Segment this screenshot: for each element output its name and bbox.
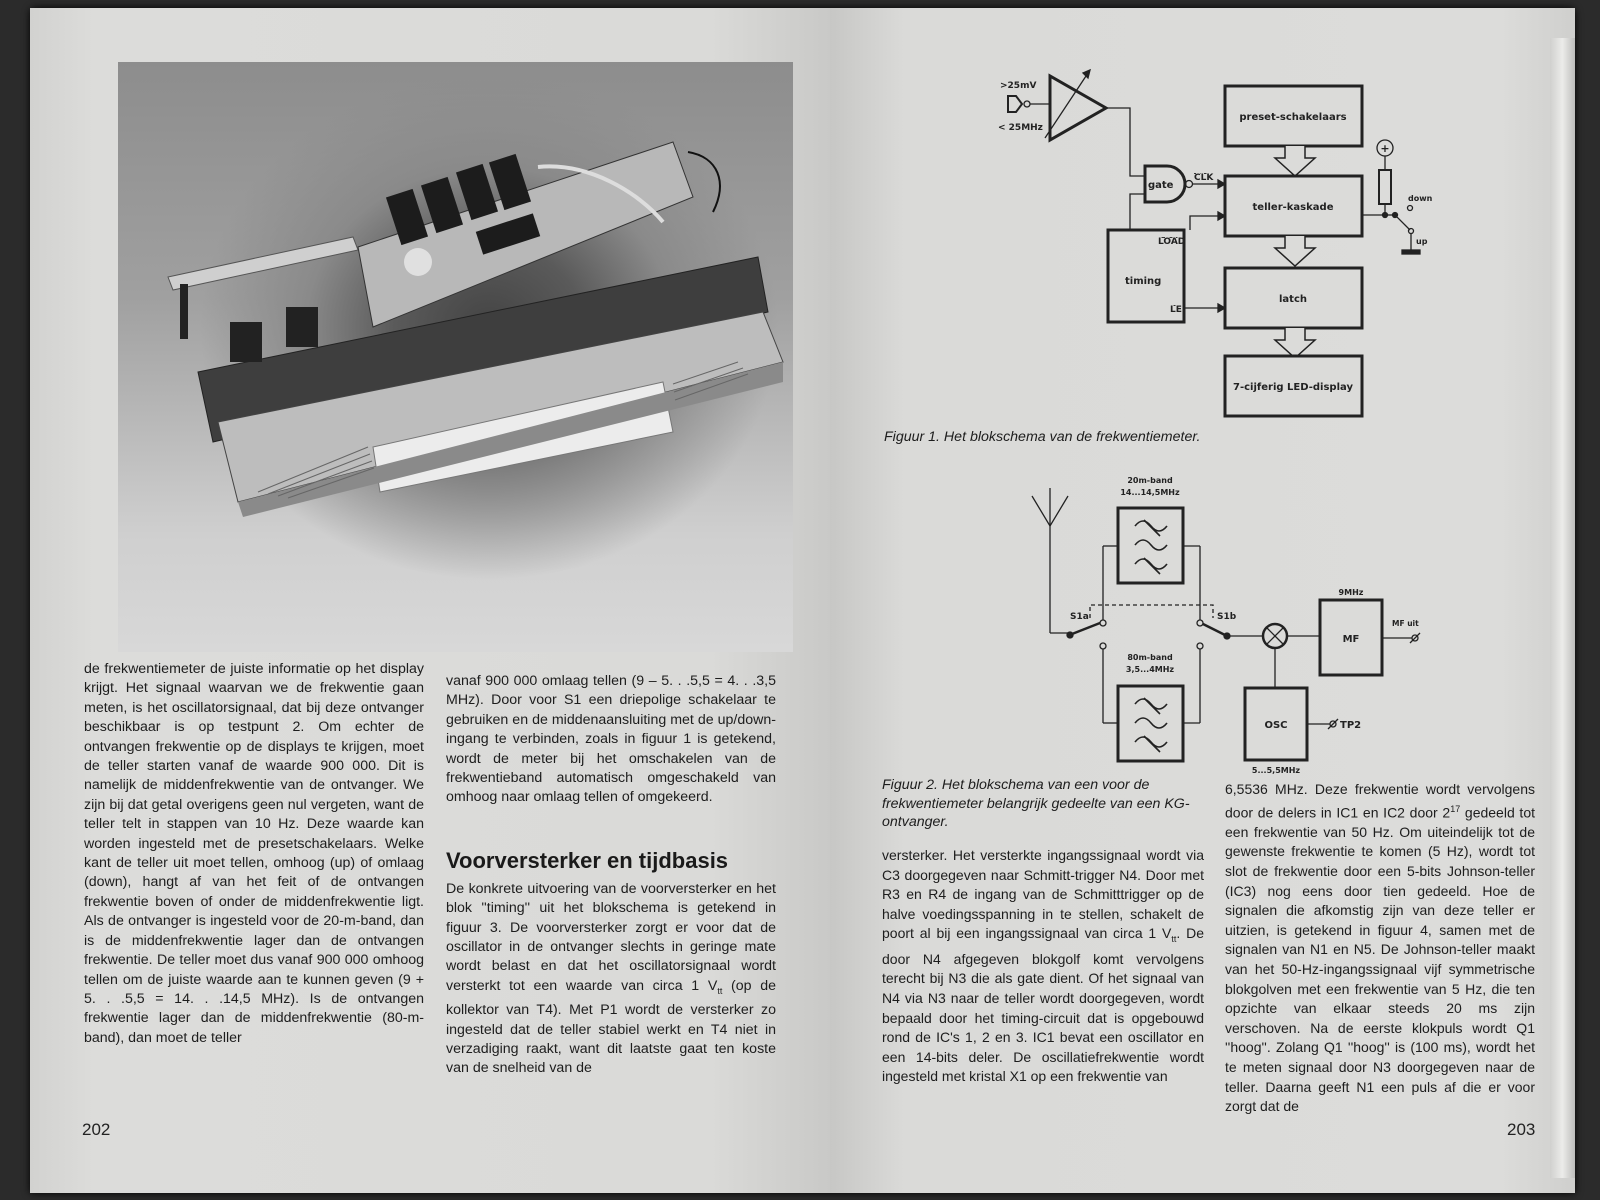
- mf-freq-label: 9MHz: [1338, 588, 1364, 597]
- right-column-1: [882, 846, 1204, 1087]
- le-label: LE: [1170, 305, 1182, 315]
- circuit-photo: [118, 62, 793, 652]
- right-page: [830, 8, 1575, 1193]
- left-column-2: [446, 672, 776, 1079]
- figure-1-block-diagram: [930, 58, 1470, 418]
- osc-range-label: 5...5,5MHz: [1251, 766, 1301, 775]
- down-label: down: [1408, 194, 1433, 203]
- body-text: versterker. Het versterkte ingangssignaal wordt via C3 doorgegeven naar Schmitt-trigger N4. Door met R3 en R4 de ingang van de Schmitttrigger op de halve voedingsspanning in te stellen, schakelt de poort al bij een ingangssignaal van circa 1 $V_{tt}$. De door N4 afgegeven blokgolf komt vervolgens terecht bij N3 die als gate dient. Of het signaal van N4 via N3 naar de teller wordt doorgegeven, wordt bepaald door het timing-circuit dat is opgebouwd rond de IC's 1, 2 en 3. IC1 bevat een oscillator en een 14-bits deler. De oscillatiefrekwentie wordt ingesteld met kristal X1 op een frekwentie van: [882, 847, 1204, 1085]
- timing-block-label: timing: [1125, 276, 1162, 287]
- clk-label: CLK: [1194, 173, 1214, 183]
- counter-block-label: teller-kaskade: [1252, 202, 1334, 213]
- left-column-1: [84, 660, 424, 1048]
- band20-name-label: 20m-band: [1127, 476, 1173, 485]
- body-text: De konkrete uitvoering van de voorversterker en het blok ''timing'' uit het blokschema is getekend in figuur 3. De voorversterker zorgt er voor dat de oscillator in de ontvanger slechts in geringe mate wordt belast en dat het oscillatorsignaal wordt versterkt tot een waarde van circa 1 $V_{tt}$ (op de kollektor van T4). Met P1 wordt de versterker zo ingesteld dat de teller stabiel werkt en T4 niet in verzadiging raakt, want dit laatste gaat ten koste van de snelheid van de: [446, 880, 776, 1077]
- book-spread: [30, 8, 1575, 1193]
- circuit-photo-drawing: [118, 62, 793, 652]
- latch-block-label: latch: [1278, 294, 1308, 305]
- page-number: 202: [82, 1120, 111, 1139]
- input-freq-label: < 25MHz: [998, 123, 1043, 133]
- display-block-label: 7-cijferig LED-display: [1233, 382, 1353, 393]
- body-text: de frekwentiemeter de juiste informatie op het display krijgt. Het signaal waarvan we de frekwentie gaan meten, is het oscillatorsignaal, dat bij deze ontvanger beschikbaar is op testpunt 2. Om echter de ontvangen frekwentie op de displays te krijgen, moet de teller starten vanaf de waarde 900 000. Dit is namelijk de middenfrekwentie van de ontvanger. We zijn bij dat getal overigens geen nul vergeten, want de teller telt in stappen van 10 Hz. Deze waarde kan worden ingesteld met de presetschakelaars. Welke kant de teller uit moet tellen, omhoog (up) of omlaag (down), hangt af van het feit of de ontvangen frekwentie boven of onder de middenfrekwentie ligt. Als de ontvanger is ingesteld voor de 20-m-band, dan is de middenfrekwentie lager dan de ontvangen frekwentie. De teller moet dus vanaf 900 000 omhoog tellen om de juiste waarde aan te kunnen geven (9 + 5. . .5,5 = 14. . .14,5 MHz). Is de ontvangen frekwentie lager dan de middenfrekwentie (80-m-band), dan moet de teller: [84, 661, 424, 1046]
- load-label: LOAD: [1158, 237, 1186, 247]
- body-text: vanaf 900 000 omlaag tellen (9 – 5. . .5,5 = 4. . .3,5 MHz). Door voor S1 een driepolige schakelaar te gebruiken en de middenaansluiting met de up/down-ingang te verbinden, zoals in figuur 1 is getekend, wordt de meter bij het omschakelen van de frekwentieband automatisch omgeschakeld van omhoog naar omlaag tellen of omgekeerd.: [446, 673, 776, 806]
- gate-label: gate: [1148, 180, 1174, 191]
- band80-name-label: 80m-band: [1127, 653, 1173, 662]
- figure-1-labels: [998, 81, 1433, 393]
- body-text: 6,5536 MHz. Deze frekwentie wordt vervolgens door de delers in IC1 en IC2 door $2^{17}$ gedeeld tot een frekwentie van 50 Hz. Om uiteindelijk tot de gewenste frekwentie te komen (5 Hz), wordt tot slot de frekwentie door een 5-bits Johnson-teller (IC3) nog eens door tien gedeeld. Hoe de signalen die afkomstig zijn van deze teller er uitzien, is getekend in figuur 4, samen met de signalen van N1 en N5. De Johnson-teller maakt van het 50-Hz-ingangssignaal vijf symmetrische blokgolven met een frekwentie van 5 Hz, die ten opzichte van elkaar steeds 20 ms zijn verschoven. Na de eerste klokpuls wordt Q1 ''hoog''. Zolang Q1 ''hoog'' is (100 ms), wordt het te meten signaal door N3 doorgegeven naar de teller. Daarna geeft N1 een puls af die er voor zorgt dat de: [1225, 781, 1535, 1115]
- band80-range-label: 3,5...4MHz: [1125, 665, 1175, 674]
- page-edges: [1550, 38, 1575, 1178]
- s1a-label: S1a: [1070, 612, 1089, 622]
- section-heading: Voorversterker en tijdbasis: [446, 847, 729, 873]
- mf-block-label: MF: [1342, 634, 1360, 645]
- left-page: [30, 8, 830, 1193]
- preset-block-label: preset-schakelaars: [1239, 112, 1347, 123]
- band20-range-label: 14...14,5MHz: [1120, 488, 1180, 497]
- osc-block-label: OSC: [1264, 720, 1288, 731]
- page-number: 203: [1507, 1120, 1536, 1139]
- s1b-label: S1b: [1217, 612, 1237, 622]
- mf-out-label: MF uit: [1392, 619, 1419, 628]
- figure-2-caption: Figuur 2. Het blokschema van een voor de frekwentiemeter belangrijk gedeelte van een KG-ontvanger.: [882, 777, 1190, 830]
- tp2-label: TP2: [1340, 720, 1362, 731]
- figure-1-caption: Figuur 1. Het blokschema van de frekwentiemeter.: [884, 429, 1201, 445]
- up-label: up: [1416, 237, 1428, 246]
- figure-2-block-diagram: [1020, 468, 1430, 778]
- plus-supply-label: +: [1380, 142, 1390, 155]
- right-column-2: [1225, 780, 1535, 1117]
- input-level-label: >25mV: [1000, 81, 1037, 91]
